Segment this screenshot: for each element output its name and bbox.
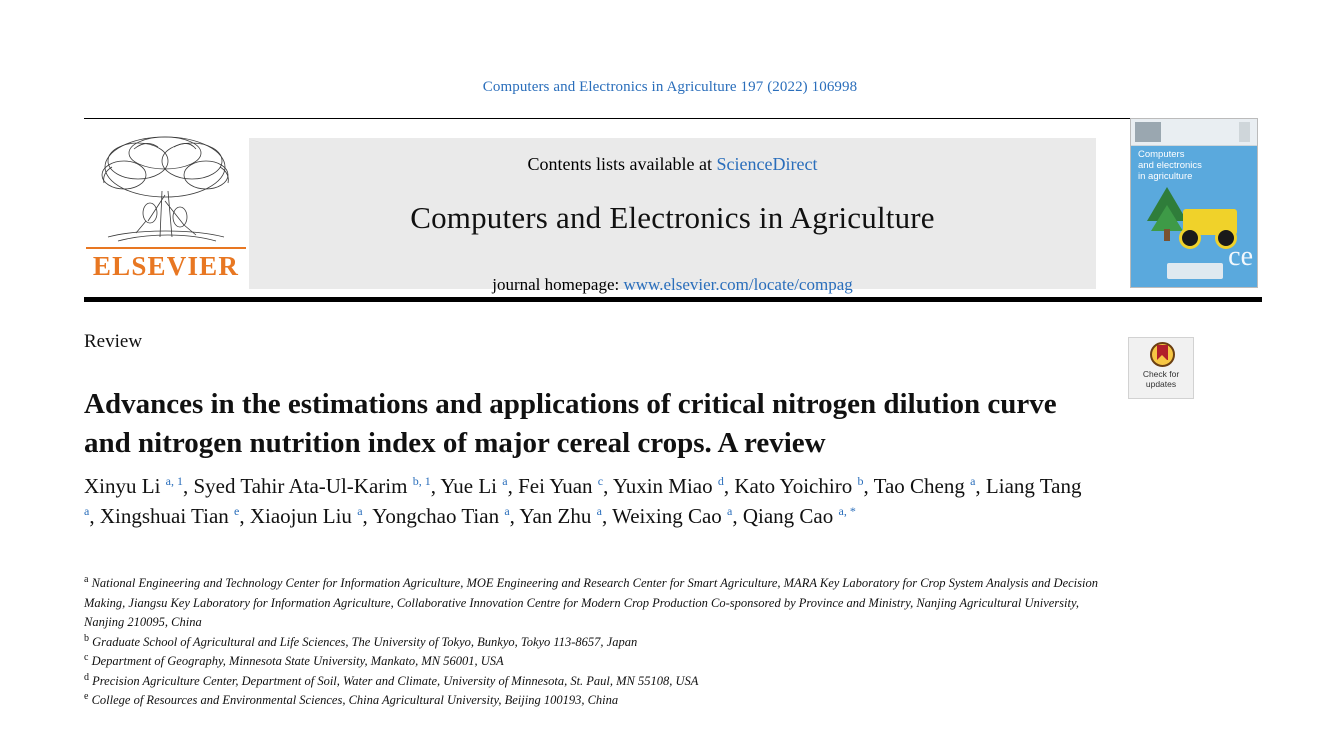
masthead-divider [84, 297, 1262, 302]
author-affiliation-mark: a [727, 504, 733, 518]
journal-cover-thumbnail [1130, 118, 1258, 288]
author-name: Qiang Cao [742, 504, 839, 528]
cover-spine-strip [1239, 122, 1250, 142]
running-head: Computers and Electronics in Agriculture 197 (2022) 106998 [482, 79, 858, 95]
journal-homepage-line [249, 275, 1096, 295]
author-name: Xingshuai Tian [99, 504, 235, 528]
journal-title: Computers and Electronics in Agriculture [410, 200, 935, 235]
author-name: Yan Zhu [519, 504, 597, 528]
author-affiliation-mark: a, * [838, 504, 856, 518]
affiliation-item: $^e$ College of Resources and Environmental Sciences, China Agricultural University, Beijing 100193, China [84, 690, 619, 707]
author-name: Yuxin Miao [612, 474, 718, 498]
author-name: Syed Tahir Ata-Ul-Karim [193, 474, 413, 498]
journal-header-box [249, 138, 1096, 294]
cover-artwork [1131, 185, 1257, 288]
author-name: Fei Yuan [518, 474, 598, 498]
author-name: Liang Tang [985, 474, 1082, 498]
affiliation-item: $^b$ Graduate School of Agricultural and Life Sciences, The University of Tokyo, Bunkyo, Tokyo 113-8657, Japan [84, 632, 638, 649]
affiliation-list [84, 574, 1104, 711]
crossmark-label-line-1: Check for [1142, 369, 1180, 379]
cover-title [1138, 149, 1202, 182]
author-name: Weixing Cao [612, 504, 728, 528]
sciencedirect-link[interactable]: ScienceDirect [716, 154, 818, 174]
cover-title-line-1: Computers [1138, 149, 1185, 160]
affiliation-item: $^d$ Precision Agriculture Center, Department of Soil, Water and Climate, University of Minnesota, St. Paul, MN 55108, USA [84, 671, 699, 688]
author-affiliation-mark: e [234, 504, 240, 518]
elsevier-wordmark: ELSEVIER [92, 251, 240, 281]
crossmark-badge[interactable] [1128, 337, 1194, 399]
author-name: Kato Yoichiro [734, 474, 858, 498]
elsevier-logo [84, 129, 248, 284]
author-affiliation-mark: b [857, 474, 864, 488]
author-name: Xinyu Li [84, 474, 166, 498]
cover-keyboard-icon [1167, 263, 1223, 279]
author-affiliation-mark: c [597, 474, 604, 488]
author-name: Tao Cheng [873, 474, 971, 498]
cover-top-image [1135, 122, 1161, 142]
journal-masthead [84, 118, 1182, 294]
author-name: Yongchao Tian [372, 504, 505, 528]
affiliation-item: $^a$ National Engineering and Technology Center for Information Agriculture, MOE Engineering and Research Center for Smart Agriculture, MARA Key Laboratory for Crop System Analysis and Decision Making, Jiangsu Key Laboratory for Information Agriculture, Collaborative Innovation Centre for Modern Crop Production Co-sponsored by Province and Ministry, Nanjing Agricultural University, Nanjing 210095, China [84, 573, 1098, 629]
affiliation-mark: e [84, 690, 89, 702]
crossmark-label [1129, 369, 1193, 389]
article-title: Advances in the estimations and applications of critical nitrogen dilution curve and nitrogen nutrition index of major cereal crops. A review [84, 388, 1057, 460]
elsevier-underline [86, 247, 246, 249]
affiliation-item: $^c$ Department of Geography, Minnesota State University, Mankato, MN 56001, USA [84, 651, 504, 668]
author-affiliation-mark: a [84, 504, 90, 518]
cover-title-line-2: and electronics [1138, 160, 1202, 171]
elsevier-tree-icon [88, 129, 243, 249]
author-affiliation-mark: b, 1 [412, 474, 431, 488]
author-affiliation-mark: a [504, 504, 510, 518]
author-affiliation-mark: d [717, 474, 724, 488]
affiliation-mark: b [84, 632, 89, 644]
author-affiliation-mark: a [502, 474, 508, 488]
cover-tree-trunk [1164, 229, 1170, 241]
author-list: Xinyu Li $^{a, 1}$, Syed Tahir Ata-Ul-Karim $^{b, 1}$, Yue Li $^a$, Fei Yuan $^c$, Yuxin Miao $^d$, Kato Yoichiro $^b$, Tao Cheng $^a$, Liang Tang $^a$, Xingshuai Tian $^e$, Xiaojun Liu $^a$, Yongchao Tian $^a$, Yan Zhu $^a$, Weixing Cao $^a$, Qiang Cao $^{a, *}$ [84, 474, 1082, 528]
journal-homepage-link[interactable]: www.elsevier.com/locate/compag [623, 275, 853, 294]
contents-available-line [249, 154, 1096, 175]
contents-available-text: Contents lists available at [527, 154, 712, 174]
author-name: Yue Li [440, 474, 503, 498]
crossmark-label-line-2: updates [1145, 379, 1177, 389]
affiliation-mark: d [84, 671, 89, 683]
journal-homepage-label: journal homepage: [492, 275, 620, 294]
affiliation-mark: c [84, 651, 89, 663]
author-affiliation-mark: a [596, 504, 602, 518]
affiliation-mark: a [84, 573, 89, 585]
cover-tractor-wheel-front [1179, 227, 1201, 249]
crossmark-book-icon [1157, 345, 1168, 360]
author-name: Xiaojun Liu [249, 504, 358, 528]
cover-top-strip [1131, 119, 1257, 146]
cover-tree-lower-icon [1151, 205, 1183, 231]
article-type: Review [84, 331, 143, 352]
author-affiliation-mark: a, 1 [165, 474, 183, 488]
cover-title-line-3: in agriculture [1138, 171, 1193, 182]
cover-mark: ce [1228, 241, 1253, 272]
author-affiliation-mark: a [357, 504, 363, 518]
author-affiliation-mark: a [970, 474, 976, 488]
